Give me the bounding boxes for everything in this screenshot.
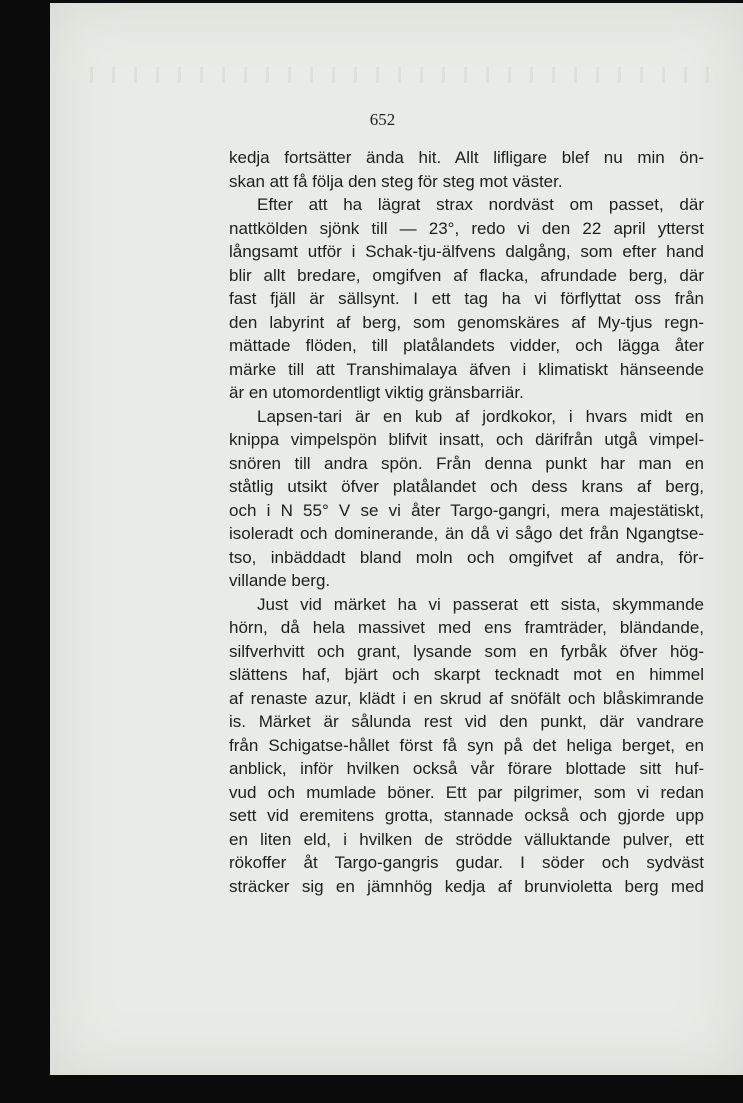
text-line: is. Märket är sålunda rest vid den punkt, där vandrare xyxy=(229,712,704,731)
text-line: Lapsen-tari är en kub af jordkokor, i hvars midt en xyxy=(257,406,704,426)
text-line: sett vid eremitens grotta, stannade också och gjorde upp xyxy=(229,806,704,825)
text-line: blir allt bredare, omgifven af flacka, afrundade berg, där xyxy=(229,265,704,285)
text-line: Efter att ha lägrat strax nordväst om passet, där xyxy=(257,195,704,214)
paper-sheet xyxy=(50,3,743,1075)
text-line: silfverhvitt och grant, lysande som en fyrbåk öfver hög- xyxy=(229,641,704,661)
text-line: slättens haf, bjärt och skarpt tecknadt mot en himmel xyxy=(229,665,704,684)
text-line: sträcker sig en jämnhög kedja af brunvioletta berg med xyxy=(229,876,704,896)
text-line: kedja fortsätter ända hit. Allt lifligare blef nu min ön- xyxy=(229,148,704,167)
text-line: af renaste azur, klädt i en skrud af snöfält och blåskimrande xyxy=(229,688,704,708)
text-line: en liten eld, i hvilken de strödde välluktande pulver, ett xyxy=(229,829,704,849)
text-line: från Schigatse-hållet först få syn på det heliga berget, en xyxy=(229,735,704,755)
text-line: märke till att Transhimalaya äfven i klimatiskt hänseende xyxy=(229,359,704,379)
body-text xyxy=(229,146,704,898)
text-line: är en utomordentligt viktig gränsbarriär. xyxy=(229,383,524,402)
text-line: snören till andra spön. Från denna punkt har man en xyxy=(229,453,704,473)
text-line: vud och mumlade böner. Ett par pilgrimer, som vi redan xyxy=(229,782,704,802)
text-line: nattkölden sjönk till — 23°, redo vi den 22 april ytterst xyxy=(229,218,704,238)
text-line: isoleradt och dominerande, än då vi sågo det från Ngangtse- xyxy=(229,524,704,543)
text-line: knippa vimpelspön blifvit insatt, och därifrån utgå vimpel- xyxy=(229,430,704,449)
text-line: Just vid märket ha vi passerat ett sista, skymmande xyxy=(257,594,704,614)
text-line: villande berg. xyxy=(229,571,331,590)
text-line: ståtlig utsikt öfver platålandet och dess krans af berg, xyxy=(229,477,704,496)
text-line: skan att få följa den steg för steg mot väster. xyxy=(229,171,563,191)
text-line: anblick, inför hvilken också vår förare blottade sitt huf- xyxy=(229,759,704,778)
text-line: den labyrint af berg, som genomskäres af My-tjus regn- xyxy=(229,312,704,332)
show-through-texture xyxy=(90,67,710,83)
text-line: tso, inbäddadt bland moln och omgifvet af andra, för- xyxy=(229,547,704,567)
text-line: hörn, då hela massivet med ens framträder, bländande, xyxy=(229,618,704,637)
text-line: mättade flöden, till platålandets vidder, och lägga åter xyxy=(229,336,704,355)
text-line: fast fjäll är sällsynt. I ett tag ha vi förflyttat oss från xyxy=(229,289,704,308)
page-number: 652 xyxy=(369,110,396,129)
text-line: långsamt utför i Schak-tju-älfvens dalgång, som efter hand xyxy=(229,242,704,261)
text-line: och i N 55° V se vi åter Targo-gangri, mera majestätiskt, xyxy=(229,500,704,520)
text-line: rökoffer åt Targo-gangris gudar. I söder och sydväst xyxy=(229,853,704,872)
